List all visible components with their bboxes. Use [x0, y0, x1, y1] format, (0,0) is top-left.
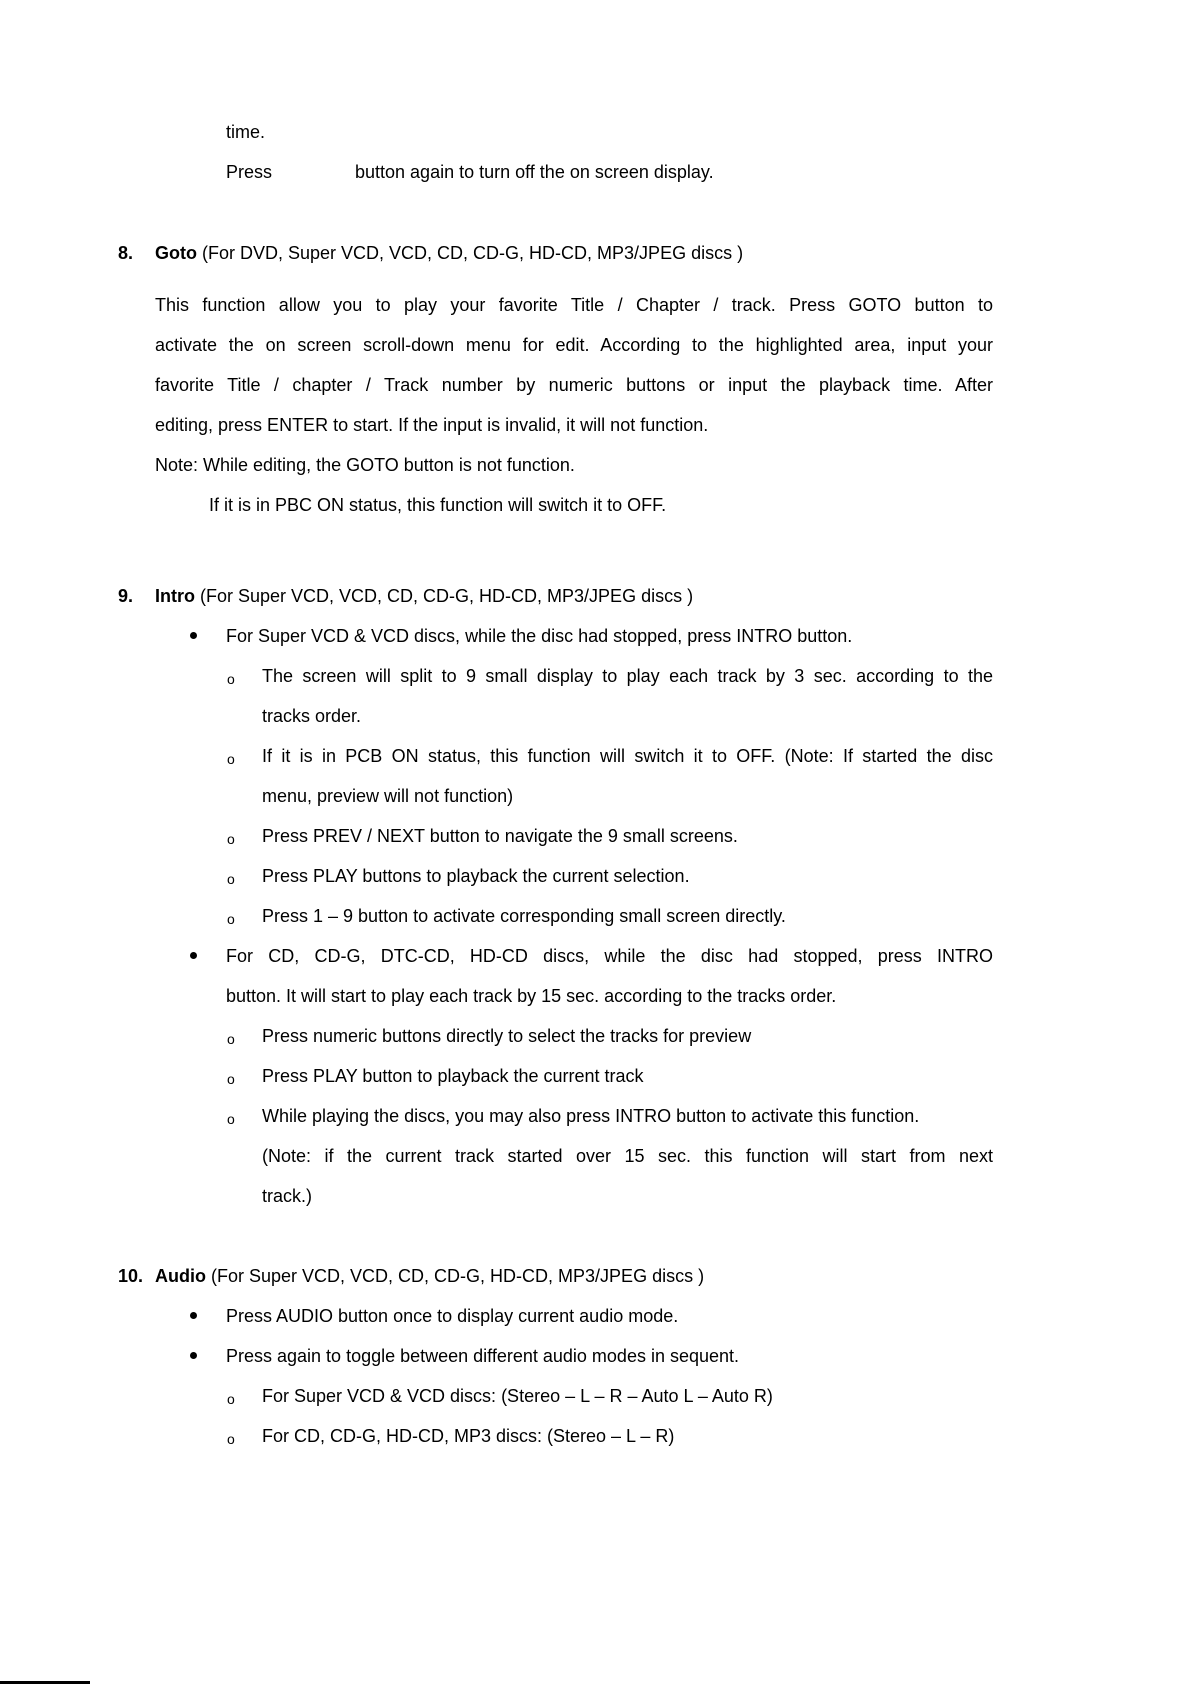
bullet-dot-icon: [190, 1312, 197, 1319]
subbullet-text: Press PLAY button to playback the current track: [262, 1066, 644, 1086]
section-subtitle: (For DVD, Super VCD, VCD, CD, CD-G, HD-CD, MP3/JPEG discs ): [202, 243, 744, 263]
text-line: button again to turn off the on screen display.: [355, 162, 714, 182]
section-number: 10.: [118, 1266, 144, 1286]
subbullet-text: (Note: if the current track started over 15 sec. this function will start from next: [262, 1146, 993, 1166]
paragraph-line: activate the on screen scroll-down menu for edit. According to the highlighted area, input your: [155, 335, 993, 355]
text-line: time.: [226, 122, 266, 142]
section-title: Audio: [155, 1266, 206, 1286]
hollow-bullet-icon: o: [227, 831, 235, 847]
subbullet-text: Press 1 – 9 button to activate corresponding small screen directly.: [262, 906, 786, 926]
hollow-bullet-icon: o: [227, 1431, 235, 1447]
bullet-text: For CD, CD-G, DTC-CD, HD-CD discs, while the disc had stopped, press INTRO: [226, 946, 993, 966]
section-heading: [155, 586, 693, 606]
scan-artifact: [0, 1681, 90, 1684]
bullet-text: Press again to toggle between different audio modes in sequent.: [226, 1346, 740, 1366]
section-heading: [155, 243, 743, 263]
bullet-dot-icon: [190, 1352, 197, 1359]
section-subtitle: (For Super VCD, VCD, CD, CD-G, HD-CD, MP3/JPEG discs ): [211, 1266, 705, 1286]
hollow-bullet-icon: o: [227, 1071, 235, 1087]
section-number: 9.: [118, 586, 134, 606]
subbullet-text: track.): [262, 1186, 313, 1206]
subbullet-text: For Super VCD & VCD discs: (Stereo – L – R – Auto L – Auto R): [262, 1386, 773, 1406]
bullet-text: Press AUDIO button once to display current audio mode.: [226, 1306, 679, 1326]
text-line: Press: [226, 162, 273, 182]
note-line: If it is in PBC ON status, this function will switch it to OFF.: [209, 495, 667, 515]
hollow-bullet-icon: o: [227, 911, 235, 927]
subbullet-text: The screen will split to 9 small display to play each track by 3 sec. according to the: [262, 666, 993, 686]
hollow-bullet-icon: o: [227, 751, 235, 767]
note-line: Note: While editing, the GOTO button is not function.: [155, 455, 575, 475]
paragraph-line: editing, press ENTER to start. If the input is invalid, it will not function.: [155, 415, 709, 435]
bullet-text: For Super VCD & VCD discs, while the disc had stopped, press INTRO button.: [226, 626, 853, 646]
hollow-bullet-icon: o: [227, 871, 235, 887]
section-title: Goto: [155, 243, 197, 263]
hollow-bullet-icon: o: [227, 1111, 235, 1127]
hollow-bullet-icon: o: [227, 1391, 235, 1407]
section-heading: [155, 1266, 704, 1286]
section-subtitle: (For Super VCD, VCD, CD, CD-G, HD-CD, MP3/JPEG discs ): [200, 586, 694, 606]
subbullet-text: If it is in PCB ON status, this function will switch it to OFF. (Note: If started the disc: [262, 746, 993, 766]
hollow-bullet-icon: o: [227, 1031, 235, 1047]
subbullet-text: Press numeric buttons directly to select the tracks for preview: [262, 1026, 752, 1046]
subbullet-text: menu, preview will not function): [262, 786, 514, 806]
section-number: 8.: [118, 243, 134, 263]
section-title: Intro: [155, 586, 195, 606]
bullet-dot-icon: [190, 952, 197, 959]
paragraph-line: This function allow you to play your favorite Title / Chapter / track. Press GOTO button to: [155, 295, 993, 315]
subbullet-text: For CD, CD-G, HD-CD, MP3 discs: (Stereo – L – R): [262, 1426, 675, 1446]
subbullet-text: Press PLAY buttons to playback the current selection.: [262, 866, 690, 886]
bullet-text: button. It will start to play each track by 15 sec. according to the tracks order.: [226, 986, 837, 1006]
paragraph-line: favorite Title / chapter / Track number by numeric buttons or input the playback time. After: [155, 375, 993, 395]
subbullet-text: While playing the discs, you may also press INTRO button to activate this function.: [262, 1106, 920, 1126]
bullet-dot-icon: [190, 632, 197, 639]
subbullet-text: tracks order.: [262, 706, 362, 726]
subbullet-text: Press PREV / NEXT button to navigate the 9 small screens.: [262, 826, 738, 846]
hollow-bullet-icon: o: [227, 671, 235, 687]
